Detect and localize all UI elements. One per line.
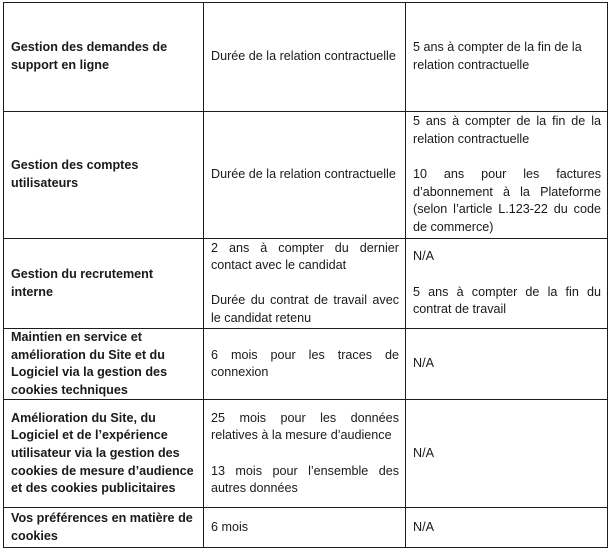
retention-text: 25 mois pour les données relatives à la mesure d’audience — [211, 410, 399, 443]
purpose-cell: Gestion des comptes utilisateurs — [4, 112, 204, 239]
purpose-cell: Maintien en service et amélioration du Site et du Logiciel via la gestion des cookies techniques — [4, 329, 204, 400]
archive-retention-cell — [406, 3, 608, 112]
archive-text: 5 ans à compter de la fin du contrat de travail — [413, 284, 601, 317]
paragraph-spacer — [413, 149, 601, 167]
table-row — [4, 400, 608, 508]
table-row — [4, 3, 608, 112]
purpose-cell: Gestion du recrutement interne — [4, 239, 204, 329]
paragraph-spacer — [211, 445, 399, 463]
archive-text: 5 ans à compter de la fin de la relation contractuelle — [413, 114, 601, 147]
active-retention-cell — [204, 329, 406, 400]
retention-text: 2 ans à compter du dernier contact avec le candidat — [211, 240, 399, 273]
archive-retention-cell — [406, 329, 608, 400]
active-retention-cell — [204, 508, 406, 548]
purpose-cell: Amélioration du Site, du Logiciel et de l’expérience utilisateur via la gestion des cookies de mesure d’audience et des cookies publicitaires — [4, 400, 204, 508]
archive-retention-cell — [406, 508, 608, 548]
retention-text: Durée de la relation contractuelle — [211, 167, 396, 182]
purpose-cell: Vos préférences en matière de cookies — [4, 508, 204, 548]
retention-text: 13 mois pour l’ensemble des autres données — [211, 463, 399, 496]
active-retention-cell — [204, 112, 406, 239]
table-row — [4, 508, 608, 548]
table-row — [4, 239, 608, 329]
archive-retention-cell — [406, 112, 608, 239]
purpose-cell: Gestion des demandes de support en ligne — [4, 3, 204, 112]
table-row — [4, 112, 608, 239]
table-row — [4, 329, 608, 400]
archive-text: N/A — [413, 249, 434, 264]
retention-text: Durée de la relation contractuelle — [211, 49, 396, 64]
archive-retention-cell — [406, 239, 608, 329]
paragraph-spacer — [211, 275, 399, 293]
archive-text: N/A — [413, 356, 434, 371]
active-retention-cell — [204, 3, 406, 112]
retention-text: 6 mois pour les traces de connexion — [211, 347, 399, 380]
active-retention-cell — [204, 239, 406, 329]
archive-text: 10 ans pour les factures d’abonnement à la Plateforme (selon l’article L.123-22 du code de commerce) — [413, 167, 601, 234]
paragraph-spacer — [413, 266, 601, 284]
archive-retention-cell — [406, 400, 608, 508]
retention-text: Durée du contrat de travail avec le candidat retenu — [211, 293, 399, 325]
active-retention-cell — [204, 400, 406, 508]
archive-text: N/A — [413, 520, 434, 535]
data-retention-table — [3, 2, 608, 548]
archive-text: 5 ans à compter de la fin de la relation contractuelle — [413, 40, 582, 72]
archive-text: N/A — [413, 446, 434, 461]
retention-text: 6 mois — [211, 520, 249, 535]
